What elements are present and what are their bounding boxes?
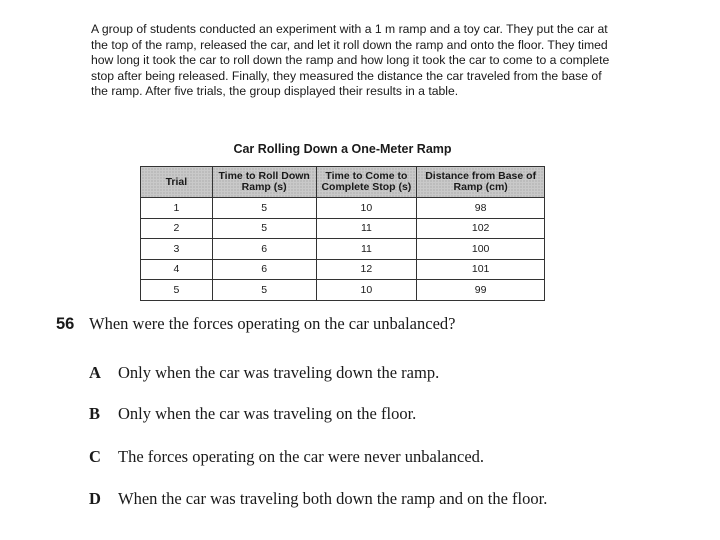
- cell-trial: 2: [141, 218, 213, 239]
- header-time-stop: Time to Come to Complete Stop (s): [316, 167, 417, 198]
- header-distance: Distance from Base of Ramp (cm): [417, 167, 545, 198]
- choice-letter: B: [89, 404, 101, 423]
- choice-letter: D: [89, 489, 101, 508]
- cell-time-stop: 12: [316, 259, 417, 280]
- table-title: Car Rolling Down a One-Meter Ramp: [233, 142, 452, 156]
- table-row: [141, 280, 545, 301]
- question-text: When were the forces operating on the car unbalanced?: [89, 314, 456, 333]
- question-number: 56: [56, 315, 75, 333]
- choice-a[interactable]: [89, 363, 439, 383]
- choice-text: When the car was traveling both down the ramp and on the floor.: [118, 489, 548, 508]
- results-table: [140, 166, 545, 301]
- table-row: [141, 218, 545, 239]
- choice-letter: A: [89, 363, 101, 382]
- cell-time-stop: 11: [316, 218, 417, 239]
- cell-trial: 3: [141, 239, 213, 260]
- question: [56, 314, 455, 334]
- table-row: [141, 239, 545, 260]
- choice-c[interactable]: [89, 447, 484, 467]
- cell-trial: 1: [141, 198, 213, 219]
- cell-time-stop: 11: [316, 239, 417, 260]
- cell-distance: 98: [417, 198, 545, 219]
- header-trial: Trial: [141, 167, 213, 198]
- choice-b[interactable]: [89, 404, 416, 424]
- cell-time-roll: 6: [212, 259, 316, 280]
- cell-time-roll: 5: [212, 218, 316, 239]
- choice-text: The forces operating on the car were never unbalanced.: [118, 447, 485, 466]
- choice-letter: C: [89, 447, 101, 466]
- choice-text: Only when the car was traveling down the ramp.: [118, 363, 440, 382]
- cell-time-roll: 5: [212, 280, 316, 301]
- choice-text: Only when the car was traveling on the floor.: [118, 404, 417, 423]
- choice-d[interactable]: [89, 489, 547, 509]
- cell-trial: 4: [141, 259, 213, 280]
- table-row: [141, 259, 545, 280]
- cell-distance: 101: [417, 259, 545, 280]
- cell-distance: 100: [417, 239, 545, 260]
- cell-time-stop: 10: [316, 198, 417, 219]
- cell-time-stop: 10: [316, 280, 417, 301]
- header-time-roll: Time to Roll Down Ramp (s): [212, 167, 316, 198]
- cell-distance: 99: [417, 280, 545, 301]
- cell-trial: 5: [141, 280, 213, 301]
- cell-distance: 102: [417, 218, 545, 239]
- table-row: [141, 198, 545, 219]
- passage-text: A group of students conducted an experiment with a 1 m ramp and a toy car. They put the car at the top of the ramp, released the car, and let it roll down the ramp and onto the floor. They timed how long it took the car to roll down the ramp and how long it took the car to come to a complete stop after being released. Finally, they measured the distance the car traveled from the base of the ramp. After five trials, the group displayed their results in a table.: [91, 22, 610, 99]
- cell-time-roll: 5: [212, 198, 316, 219]
- table-header-row: [141, 167, 545, 198]
- cell-time-roll: 6: [212, 239, 316, 260]
